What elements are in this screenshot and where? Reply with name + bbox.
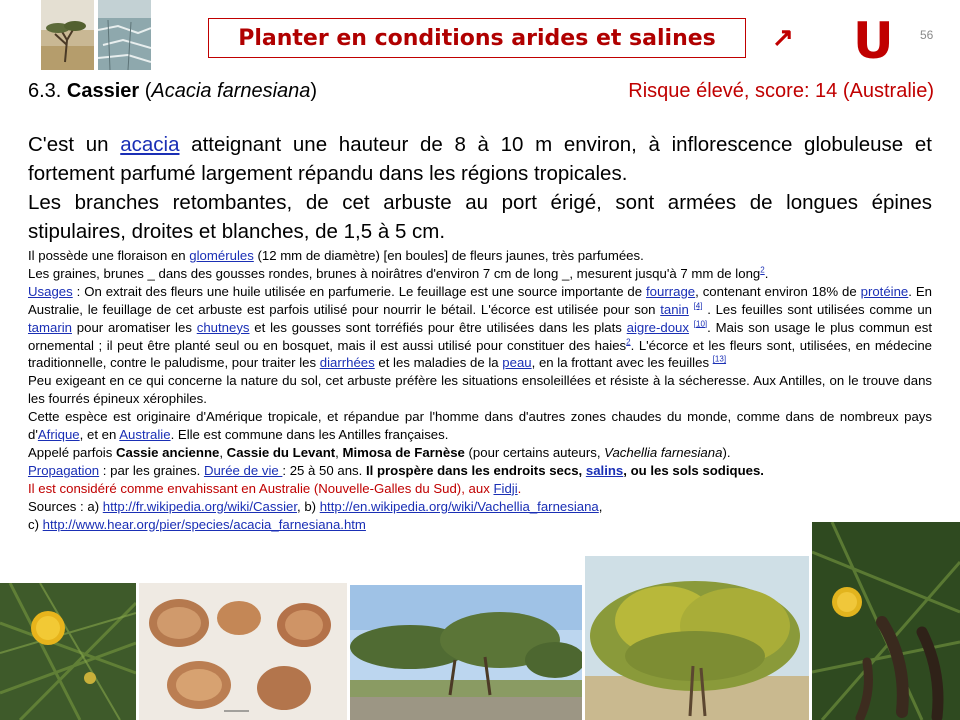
ref-10-link[interactable]: [10] [693, 319, 708, 329]
ref-2-link[interactable]: 2 [760, 265, 765, 275]
details-text [28, 247, 932, 534]
flower-paragraph: Il possède une floraison en glomérules (12 mm de diamètre) [en boules] de fleurs jaunes, très parfumées. [28, 248, 644, 263]
sources-paragraph: Sources : a) http://fr.wikipedia.org/wiki/Cassier, b) http://en.wikipedia.org/wiki/Vachellia_farnesiana, c) http://www.hear.org/pier/species/acacia_farnesiana.htm [28, 498, 603, 532]
slide-title-box [208, 18, 746, 58]
soil-paragraph: Peu exigeant en ce qui concerne la nature du sol, cet arbuste préfère les situations ensoleillées et résiste à la sécheresse. Aux Antilles, on le trouve dans les fourrés épineux xérophiles. [28, 373, 932, 407]
intro-text-1: C'est un [28, 133, 121, 156]
link-glomerules[interactable]: glomérules [189, 248, 254, 263]
source-link-a[interactable]: http://fr.wikipedia.org/wiki/Cassier [102, 498, 297, 514]
arid-tree-thumbnail [41, 0, 94, 70]
page-number: 56 [920, 28, 934, 42]
link-australie[interactable]: Australie [119, 427, 171, 443]
origin-paragraph: Cette espèce est originaire d'Amérique tropicale, et répandue par l'homme dans d'autres zones chaudes du monde, comme dans de nombreux pays d'Afrique, et en Australie. Elle est commune dans les Antilles françaises. [28, 409, 932, 443]
intro-text-3: Les branches retombantes, de cet arbuste au port érigé, sont armées de longues épines stipulaires, droites et blanches, de 1,5 à 5 cm. [28, 191, 932, 243]
link-usages[interactable]: Usages [28, 283, 73, 299]
intro-text [28, 130, 932, 246]
grade-letter: U [853, 12, 894, 70]
seeds-photo [139, 583, 347, 720]
link-fourrage[interactable]: fourrage [646, 283, 696, 299]
link-salins[interactable]: salins [585, 462, 624, 478]
species-heading: 6.3. Cassier (Acacia farnesiana) Risque élevé, score: 14 (Australie) [28, 80, 934, 102]
salt-crust-thumbnail [98, 0, 151, 70]
source-link-c[interactable]: http://www.hear.org/pier/species/acacia_farnesiana.htm [42, 516, 366, 532]
risk-score: Risque élevé, score: 14 (Australie) [628, 80, 934, 102]
ref-2b-link[interactable]: 2 [626, 337, 631, 347]
link-tanin[interactable]: tanin [660, 301, 689, 317]
tree-photo [350, 585, 582, 720]
link-tamarin[interactable]: tamarin [28, 319, 72, 335]
link-fidji[interactable]: Fidji [493, 480, 518, 496]
yellow-shrub-photo [585, 556, 809, 720]
slide-title: Planter en conditions arides et salines [238, 25, 716, 51]
link-peau[interactable]: peau [502, 355, 532, 371]
names-paragraph: Appelé parfois Cassie ancienne, Cassie du Levant, Mimosa de Farnèse (pour certains auteurs, Vachellia farnesiana). [28, 444, 731, 460]
link-duree-de-vie[interactable]: Durée de vie [203, 462, 283, 478]
ref-13-link[interactable]: [13] [712, 355, 727, 365]
usages-paragraph: Usages : On extrait des fleurs une huile utilisée en parfumerie. Le feuillage est une source importante de fourrage, contenant environ 18% de protéine. En Australie, le feuillage de cet arbuste est parfois utilisé pour nourrir le bétail. L'écorce est utilisée pour son tanin [4] . Les feuilles sont utilisées comme un tamarin pour aromatiser les chutneys et les gousses sont torréfiés pour être utilisées dans les plats aigre-doux [10]. Mais son usage le plus commun est ornemental ; il peut être planté seul ou en bosquet, mais il est aussi utilisé pour constituer des haies$^2$. L'écorce et les fleurs sont, utilisées, en médecine traditionnelle, contre le paludisme, pour traiter les diarrhées et les maladies de la peau, en la frottant avec les feuilles [13] [28, 283, 933, 371]
link-afrique[interactable]: Afrique [37, 427, 80, 443]
propagation-paragraph: Propagation : par les graines. Durée de vie : 25 à 50 ans. Il prospère dans les endroits secs, salins, ou les sols sodiques. [28, 462, 764, 478]
common-name: Cassier [66, 80, 140, 102]
invasive-paragraph: Il est considéré comme envahissant en Australie (Nouvelle-Galles du Sud), aux Fidji. [28, 480, 522, 496]
flower-photo [0, 583, 136, 720]
link-proteine[interactable]: protéine [860, 283, 909, 299]
link-propagation[interactable]: Propagation [28, 462, 100, 478]
intro-text-2: atteignant une hauteur de 8 à 10 m environ, à inflorescence globuleuse et fortement parfumé largement répandu dans les régions tropicales. [28, 133, 932, 185]
link-chutneys[interactable]: chutneys [196, 319, 250, 335]
seeds-paragraph: Les graines, brunes _ dans des gousses rondes, brunes à noirâtres d'environ 7 cm de long _, mesurent jusqu'à 7 mm de long$^2$. [28, 265, 769, 281]
latin-name: Acacia farnesiana [151, 80, 311, 102]
ref-4-link[interactable]: [4] [693, 301, 703, 311]
section-number: 6.3. [28, 80, 62, 102]
pods-photo [812, 522, 960, 720]
link-aigre-doux[interactable]: aigre-doux [626, 319, 689, 335]
source-link-b[interactable]: http://en.wikipedia.org/wiki/Vachellia_farnesiana [319, 498, 599, 514]
link-diarrhees[interactable]: diarrhées [319, 355, 375, 371]
arrow-up-right-icon: ↗ [772, 22, 794, 52]
link-acacia[interactable]: acacia [120, 133, 180, 156]
